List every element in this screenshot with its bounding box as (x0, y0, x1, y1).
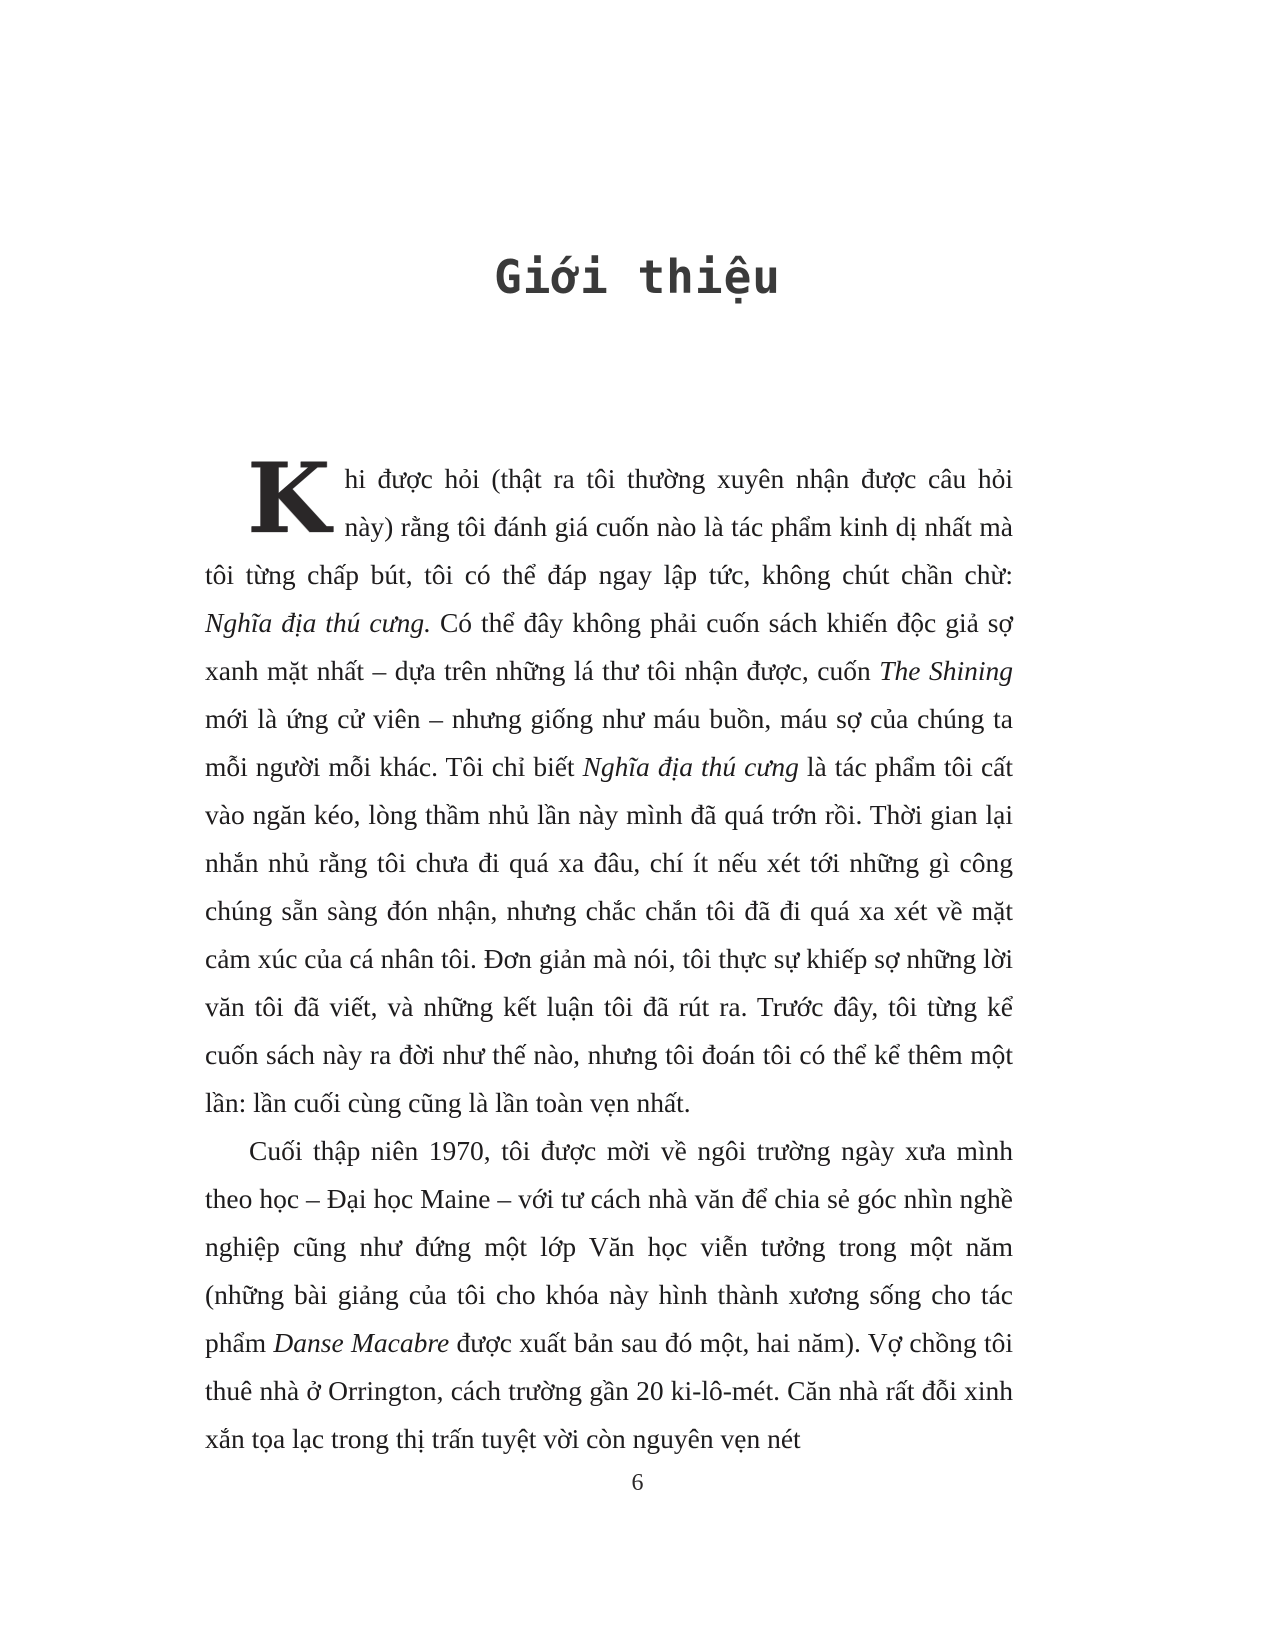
text-run: Cuối thập niên 1970, tôi được mời về ngôi trường ngày xưa mình theo học – Đại học Maine – với tư cách nhà văn để chia sẻ góc nhìn nghề nghiệp cũng như đứng một lớp Văn học viễn tưởng trong một năm (những bài giảng của tôi cho khóa này hình thành xương sống cho tác phẩm (205, 1135, 1013, 1358)
text-run: Có thể đây không phải cuốn sách khiến độc giả sợ xanh mặt nhất – dựa trên những lá thư tôi nhận được, cuốn (205, 607, 1014, 686)
italic-title: Nghĩa địa thú cưng. (205, 607, 431, 638)
text-run: là tác phẩm tôi cất vào ngăn kéo, lòng thầm nhủ lần này mình đã quá trớn rồi. Thời gian lại nhắn nhủ rằng tôi chưa đi quá xa đâu, chí ít nếu xét tới những gì công chúng sẵn sàng đón nhận, nhưng chắc chắn tôi đã đi quá xa xét về mặt cảm xúc của cá nhân tôi. Đơn giản mà nói, tôi thực sự khiếp sợ những lời văn tôi đã viết, và những kết luận tôi đã rút ra. Trước đây, tôi từng kể cuốn sách này ra đời như thế nào, nhưng tôi đoán tôi có thể kể thêm một lần: lần cuối cùng cũng là lần toàn vẹn nhất. (205, 751, 1013, 1118)
italic-title: The Shining (879, 655, 1014, 686)
paragraph-2 (205, 1127, 1013, 1463)
paragraph-1-text (205, 463, 1013, 1118)
text-run: mới là ứng cử viên – nhưng giống như máu buồn, máu sợ của chúng ta mỗi người mỗi khác. Tôi chỉ biết (205, 703, 1013, 782)
body-text-area (205, 442, 1014, 1463)
italic-title: Danse Macabre (273, 1327, 450, 1358)
page-number: 6 (631, 1470, 644, 1496)
italic-title: Nghĩa địa thú cưng (582, 751, 799, 782)
text-run: hi được hỏi (thật ra tôi thường xuyên nhận được câu hỏi này) rằng tôi đánh giá cuốn nào là tác phẩm kinh dị nhất mà tôi từng chấp bút, tôi có thể đáp ngay lập tức, không chút chần chừ: (205, 463, 1013, 590)
paragraph-1 (205, 442, 1014, 1127)
text-run: được xuất bản sau đó một, hai năm). Vợ chồng tôi thuê nhà ở Orrington, cách trường gần 20 ki-lô-mét. Căn nhà rất đỗi xinh xắn tọa lạc trong thị trấn tuyệt vời còn nguyên vẹn nét (205, 1327, 1013, 1454)
page-title: Giới thiệu (494, 250, 781, 304)
paragraph-2-text (205, 1135, 1013, 1454)
drop-cap-letter: K (247, 442, 331, 555)
